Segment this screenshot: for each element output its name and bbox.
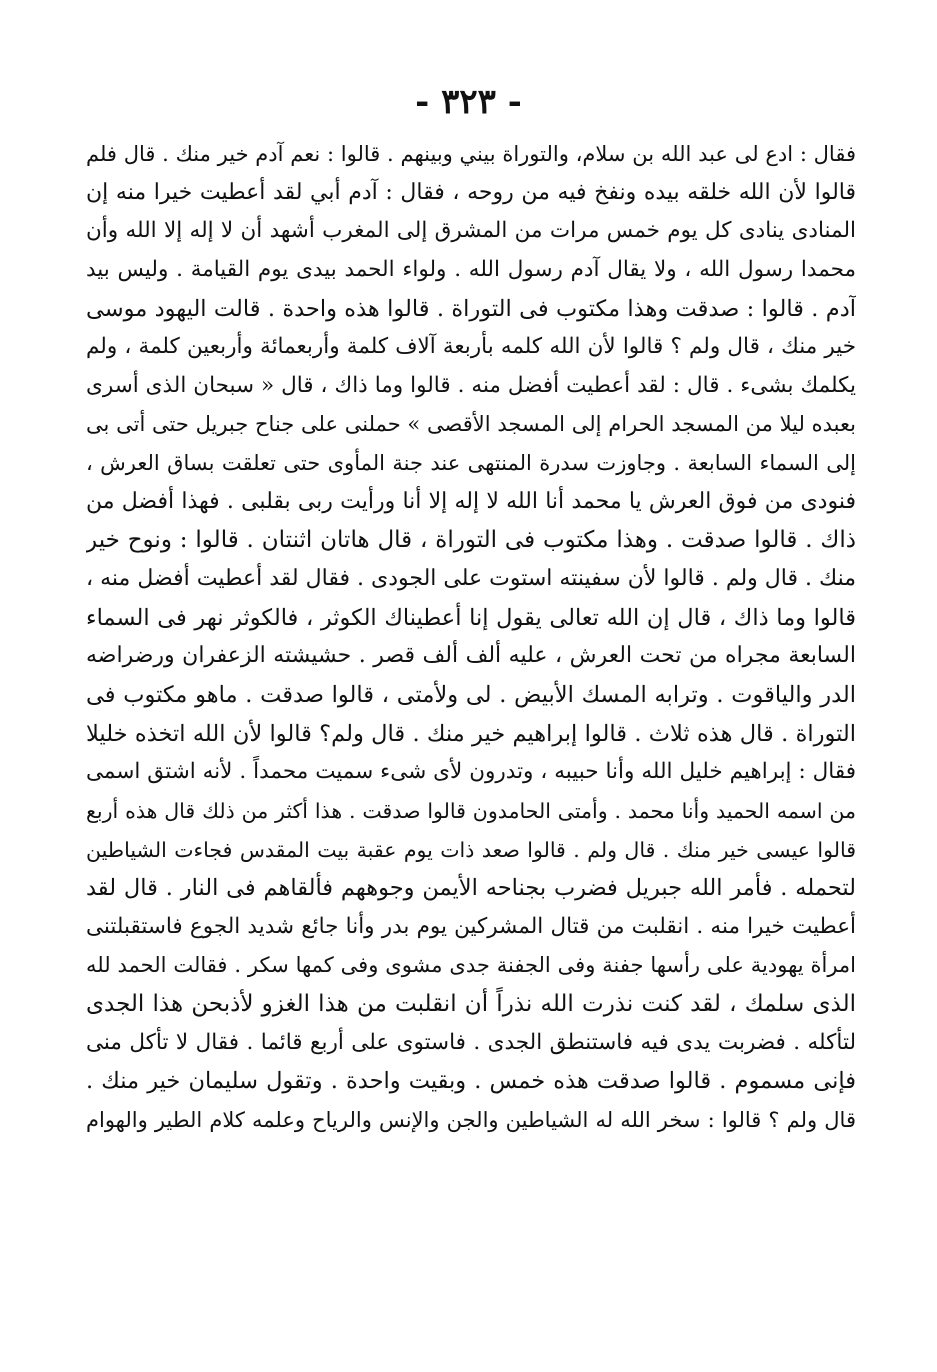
- body-text: [86, 135, 856, 1140]
- text-line: التوراة . قال هذه ثلاث . قالوا إبراهيم خير منك . قال ولم؟ قالوا لأن الله اتخذه خليلا: [86, 720, 856, 747]
- text-line: المنادى ينادى كل يوم خمس مرات من المشرق إلى المغرب أشهد أن لا إله إلا الله وأن: [86, 218, 856, 244]
- text-line: محمدا رسول الله ، ولا يقال آدم رسول الله . ولواء الحمد بيدى يوم القيامة . وليس بيد: [86, 256, 856, 282]
- text-line: لتحمله . فأمر الله جبريل فضرب بجناحه الأيمن وجوههم فألقاهم فى النار . قال لقد: [86, 875, 856, 902]
- text-line: خير منك ، قال ولم ؟ قالوا لأن الله كلمه بأربعة آلاف كلمة وأربعمائة وأربعين كلمة ، ولم: [86, 334, 856, 360]
- text-line: لتأكله . فضربت يدى فيه فاستنطق الجدى . فاستوى على أربع قائما . فقال لا تأكل منى: [86, 1029, 856, 1055]
- text-line: قالوا لأن الله خلقه بيده ونفخ فيه من روحه ، فقال : آدم أبي لقد أعطيت خيرا منه إن: [86, 179, 856, 205]
- text-line: يكلمك بشىء . قال : لقد أعطيت أفضل منه . قالوا وما ذاك ، قال « سبحان الذى أسرى: [86, 372, 856, 398]
- text-line: آدم . قالوا : صدقت وهذا مكتوب فى التوراة . قالوا هذه واحدة . قالت اليهود موسى: [86, 295, 856, 322]
- text-line: الذى سلمك ، لقد كنت نذرت الله نذراً أن انقلبت من هذا الغزو لأذبحن هذا الجدى: [86, 991, 856, 1018]
- text-line: بعبده ليلا من المسجد الحرام إلى المسجد الأقصى » حملنى على جناح جبريل حتى أتى بى: [86, 412, 856, 437]
- text-line: امرأة يهودية على رأسها جفنة وفى الجفنة جدى مشوى وفى كمها سكر . فقالت الحمد لله: [86, 953, 856, 978]
- text-line: فنودى من فوق العرش يا محمد أنا الله لا إله إلا أنا ورأيت ربى بقلبى . فهذا أفضل من: [86, 488, 856, 514]
- text-line: فقال : ادع لى عبد الله بن سلام، والتوراة بيني وبينهم . قالوا : نعم آدم خير منك . قال فلم: [86, 142, 856, 166]
- text-line: فإنى مسموم . قالوا صدقت هذه خمس . وبقيت واحدة . وتقول سليمان خير منك .: [86, 1068, 856, 1095]
- page-number: - ٣٢٣ -: [415, 82, 522, 122]
- text-line: قالوا وما ذاك ، قال إن الله تعالى يقول إنا أعطيناك الكوثر ، فالكوثر نهر فى السماء: [86, 604, 856, 631]
- text-line: قال ولم ؟ قالوا : سخر الله له الشياطين والجن والإنس والرياح وعلمه كلام الطير والهوام: [86, 1108, 856, 1133]
- text-line: من اسمه الحميد وأنا محمد . وأمتى الحامدون قالوا صدقت . هذا أكثر من ذلك قال هذه أربع: [86, 798, 856, 823]
- text-line: أعطيت خيرا منه . انقلبت من قتال المشركين يوم بدر وأنا جائع شديد الجوع فاستقبلتنى: [86, 913, 856, 939]
- text-line: منك . قال ولم . قالوا لأن سفينته استوت على الجودى . فقال لقد أعطيت أفضل منه ،: [86, 566, 856, 592]
- text-line: الدر والياقوت . وترابه المسك الأبيض . لى ولأمتى ، قالوا صدقت . ماهو مكتوب فى: [86, 681, 856, 708]
- text-line: إلى السماء السابعة . وجاوزت سدرة المنتهى عند جنة المأوى حتى تعلقت بساق العرش ،: [86, 451, 856, 476]
- text-line: السابعة مجراه من تحت العرش ، عليه ألف ألف قصر . حشيشته الزعفران ورضراضه: [86, 643, 856, 669]
- text-line: ذاك . قالوا صدقت . وهذا مكتوب فى التوراة ، قال هاتان اثنتان . قالوا : ونوح خير: [86, 527, 856, 554]
- text-line: فقال : إبراهيم خليل الله وأنا حبيبه ، وتدرون لأى شىء سميت محمداً . لأنه اشتق اسمى: [86, 759, 856, 785]
- text-line: قالوا عيسى خير منك . قال ولم . قالوا صعد ذات يوم عقبة بيت المقدس فجاءت الشياطين: [86, 837, 856, 862]
